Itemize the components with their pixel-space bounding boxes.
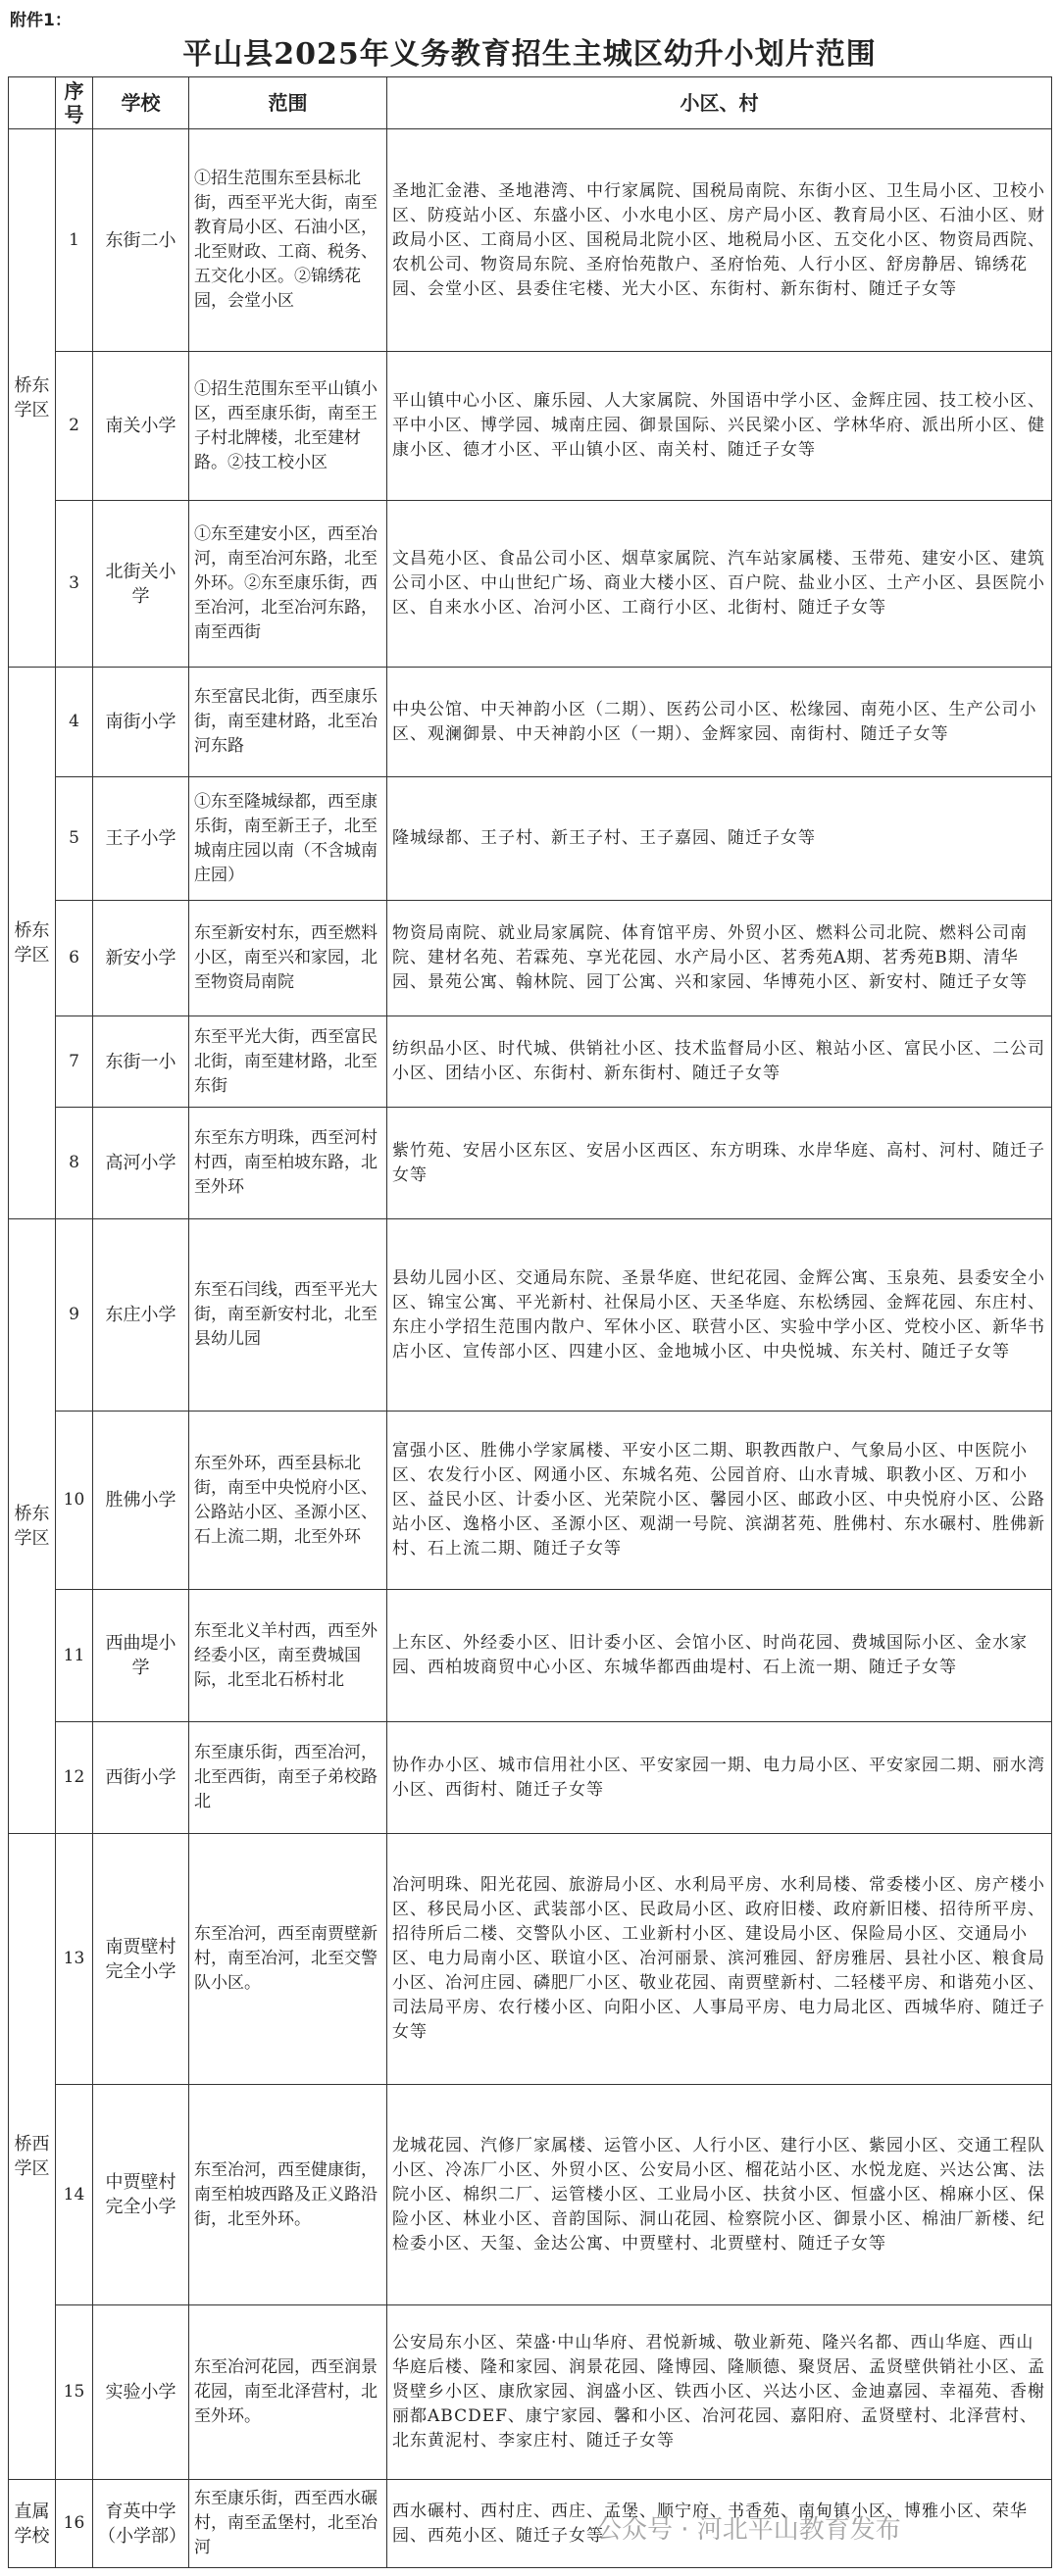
- row-number: 8: [56, 1108, 93, 1219]
- table-row: [9, 1722, 1052, 1834]
- school-name: 西街小学: [93, 1722, 189, 1834]
- school-name: 高河小学: [93, 1108, 189, 1219]
- row-number: 11: [56, 1590, 93, 1722]
- district-cell: 桥西学区: [9, 1834, 56, 2480]
- row-number: 4: [56, 668, 93, 777]
- row-number: 6: [56, 901, 93, 1016]
- area-text: 冶河明珠、阳光花园、旅游局小区、水利局平房、水利局楼、常委楼小区、房产楼小区、移民局小区、武装部小区、民政局小区、政府旧楼、政府新旧楼、招待所平房、招待所后二楼、交警队小区、工业新村小区、建设局小区、保险局小区、交通局小区、电力局南小区、联谊小区、冶河丽景、滨河雅园、舒房雅居、县社小区、粮食局小区、冶河庄园、磷肥厂小区、敬业花园、南贾壁新村、二轻楼平房、和谐苑小区、司法局平房、农行楼小区、向阳小区、人事局平房、电力局北区、西城华府、随迁子女等: [387, 1834, 1052, 2085]
- table-row: [9, 1590, 1052, 1722]
- row-number: 15: [56, 2305, 93, 2480]
- range-text: 东至新安村东，西至燃料小区，南至兴和家园，北至物资局南院: [189, 901, 387, 1016]
- row-number: 1: [56, 129, 93, 352]
- header-district: [9, 77, 56, 129]
- row-number: 12: [56, 1722, 93, 1834]
- row-number: 16: [56, 2480, 93, 2568]
- range-text: ①招生范围东至平山镇小区，西至康乐街，南至王子村北牌楼，北至建材路。②技工校小区: [189, 352, 387, 501]
- document-title: 平山县2025年义务教育招生主城区幼升小划片范围: [182, 37, 877, 72]
- range-text: 东至冶河，西至健康街，南至柏坡西路及正义路沿街，北至外环。: [189, 2085, 387, 2305]
- school-name: 东街二小: [93, 129, 189, 352]
- range-text: 东至富民北街，西至康乐街，南至建材路，北至冶河东路: [189, 668, 387, 777]
- header-area: 小区、村: [387, 77, 1052, 129]
- row-number: 3: [56, 501, 93, 668]
- row-number: 2: [56, 352, 93, 501]
- zoning-table: [8, 76, 1052, 2568]
- watermark: 公众号 · 河北平山教育发布: [596, 2515, 901, 2545]
- area-text: 西水碾村、西村庄、西庄、孟堡、顺宁府、书香苑、南甸镇小区、博雅小区、荣华园、西苑小区、随迁子女等: [387, 2480, 1052, 2568]
- table-row: [9, 1412, 1052, 1590]
- area-text: 中央公馆、中天神韵小区（二期）、医药公司小区、松缘园、南苑小区、生产公司小区、观澜御景、中天神韵小区（一期）、金辉家园、南街村、随迁子女等: [387, 668, 1052, 777]
- range-text: 东至石闫线，西至平光大街，南至新安村北，北至县幼儿园: [189, 1219, 387, 1412]
- school-name: 实验小学: [93, 2305, 189, 2480]
- area-text: 公安局东小区、荣盛·中山华府、君悦新城、敬业新苑、隆兴名都、西山华庭、西山华庭后楼、隆和家园、润景花园、隆博园、隆顺德、聚贤居、孟贤壁供销社小区、孟贤壁乡小区、康欣家园、润盛小区、铁西小区、兴达小区、金迪嘉园、幸福苑、香榭丽都ABCDEF、康宁家园、馨和小区、冶河花园、嘉阳府、孟贤壁村、北泽营村、北东黄泥村、李家庄村、随迁子女等: [387, 2305, 1052, 2480]
- range-text: ①东至隆城绿都，西至康乐街，南至新王子，北至城南庄园以南（不含城南庄园）: [189, 777, 387, 901]
- area-text: 紫竹苑、安居小区东区、安居小区西区、东方明珠、水岸华庭、高村、河村、随迁子女等: [387, 1108, 1052, 1219]
- header-range: 范围: [189, 77, 387, 129]
- school-name: 南街小学: [93, 668, 189, 777]
- row-number: 14: [56, 2085, 93, 2305]
- district-cell: 桥东学区: [9, 1219, 56, 1834]
- area-text: 物资局南院、就业局家属院、体育馆平房、外贸小区、燃料公司北院、燃料公司南院、建材名苑、若霖苑、享光花园、水产局小区、茗秀苑A期、茗秀苑B期、清华园、景苑公寓、翰林院、园丁公寓、兴和家园、华博苑小区、新安村、随迁子女等: [387, 901, 1052, 1016]
- table-row: [9, 901, 1052, 1016]
- table-row: [9, 129, 1052, 352]
- table-row: [9, 1016, 1052, 1108]
- table-header-row: [9, 77, 1052, 129]
- range-text: 东至康乐街，西至西水碾村，南至孟堡村，北至冶河: [189, 2480, 387, 2568]
- table-row: [9, 352, 1052, 501]
- table-row: [9, 2305, 1052, 2480]
- area-text: 协作办小区、城市信用社小区、平安家园一期、电力局小区、平安家园二期、丽水湾小区、西街村、随迁子女等: [387, 1722, 1052, 1834]
- range-text: ①招生范围东至县标北街，西至平光大街，南至教育局小区、石油小区，北至财政、工商、税务、五交化小区。②锦绣花园，会堂小区: [189, 129, 387, 352]
- school-name: 东街一小: [93, 1016, 189, 1108]
- table-row: [9, 668, 1052, 777]
- area-text: 文昌苑小区、食品公司小区、烟草家属院、汽车站家属楼、玉带苑、建安小区、建筑公司小区、中山世纪广场、商业大楼小区、百户院、盐业小区、土产小区、县医院小区、自来水小区、冶河小区、工商行小区、北街村、随迁子女等: [387, 501, 1052, 668]
- range-text: 东至康乐街，西至冶河，北至西街，南至子弟校路北: [189, 1722, 387, 1834]
- school-name: 南关小学: [93, 352, 189, 501]
- area-text: 龙城花园、汽修厂家属楼、运管小区、人行小区、建行小区、紫园小区、交通工程队小区、冷冻厂小区、外贸小区、公安局小区、榴花站小区、水悦龙庭、兴达公寓、法院小区、棉织二厂、运管楼小区、工业局小区、扶贫小区、恒盛小区、棉麻小区、保险小区、林业小区、音韵国际、洞山花园、检察院小区、御景小区、棉油厂新楼、纪检委小区、天玺、金达公寓、中贾壁村、北贾壁村、随迁子女等: [387, 2085, 1052, 2305]
- range-text: 东至外环，西至县标北街，南至中央悦府小区、公路站小区、圣源小区、石上流二期，北至外环: [189, 1412, 387, 1590]
- area-text: 平山镇中心小区、廉乐园、人大家属院、外国语中学小区、金辉庄园、技工校小区、平中小区、博学园、城南庄园、御景国际、兴民梁小区、学林华府、派出所小区、健康小区、德才小区、平山镇小区、南关村、随迁子女等: [387, 352, 1052, 501]
- table-row: [9, 1219, 1052, 1412]
- school-name: 南贾壁村完全小学: [93, 1834, 189, 2085]
- school-name: 西曲堤小学: [93, 1590, 189, 1722]
- school-name: 育英中学（小学部）: [93, 2480, 189, 2568]
- header-school: 学校: [93, 77, 189, 129]
- district-cell: 直属学校: [9, 2480, 56, 2568]
- row-number: 10: [56, 1412, 93, 1590]
- header-seq: 序号: [56, 77, 93, 129]
- school-name: 东庄小学: [93, 1219, 189, 1412]
- table-row: [9, 1108, 1052, 1219]
- range-text: 东至冶河花园，西至润景花园，南至北泽营村，北至外环。: [189, 2305, 387, 2480]
- table-row: [9, 1834, 1052, 2085]
- attachment-label: 附件1：: [10, 11, 72, 30]
- school-name: 北街关小学: [93, 501, 189, 668]
- range-text: 东至东方明珠，西至河村村西，南至柏坡东路，北至外环: [189, 1108, 387, 1219]
- area-text: 纺织品小区、时代城、供销社小区、技术监督局小区、粮站小区、富民小区、二公司小区、团结小区、东街村、新东街村、随迁子女等: [387, 1016, 1052, 1108]
- range-text: 东至平光大街，西至富民北街，南至建材路，北至东街: [189, 1016, 387, 1108]
- district-cell: 桥东学区: [9, 129, 56, 668]
- row-number: 9: [56, 1219, 93, 1412]
- school-name: 王子小学: [93, 777, 189, 901]
- table-row: [9, 501, 1052, 668]
- district-cell: 桥东学区: [9, 668, 56, 1219]
- area-text: 上东区、外经委小区、旧计委小区、会馆小区、时尚花园、费城国际小区、金水家园、西柏坡商贸中心小区、东城华都西曲堤村、石上流一期、随迁子女等: [387, 1590, 1052, 1722]
- range-text: 东至北义羊村西，西至外经委小区，南至费城国际，北至北石桥村北: [189, 1590, 387, 1722]
- school-name: 新安小学: [93, 901, 189, 1016]
- area-text: 隆城绿都、王子村、新王子村、王子嘉园、随迁子女等: [387, 777, 1052, 901]
- row-number: 13: [56, 1834, 93, 2085]
- range-text: ①东至建安小区，西至冶河，南至冶河东路，北至外环。②东至康乐街，西至冶河，北至冶河东路，南至西街: [189, 501, 387, 668]
- area-text: 圣地汇金港、圣地港湾、中行家属院、国税局南院、东街小区、卫生局小区、卫校小区、防疫站小区、东盛小区、小水电小区、房产局小区、教育局小区、石油小区、财政局小区、工商局小区、国税局北院小区、地税局小区、五交化小区、物资局西院、农机公司、物资局东院、圣府怡苑散户、圣府怡苑、人行小区、舒房静居、锦绣花园、会堂小区、县委住宅楼、光大小区、东街村、新东街村、随迁子女等: [387, 129, 1052, 352]
- row-number: 5: [56, 777, 93, 901]
- table-row: [9, 2085, 1052, 2305]
- school-name: 胜佛小学: [93, 1412, 189, 1590]
- table-row: [9, 777, 1052, 901]
- range-text: 东至冶河，西至南贾壁新村，南至冶河，北至交警队小区。: [189, 1834, 387, 2085]
- area-text: 富强小区、胜佛小学家属楼、平安小区二期、职教西散户、气象局小区、中医院小区、农发行小区、网通小区、东城名苑、公园首府、山水青城、职教小区、万和小区、益民小区、计委小区、光荣院小区、馨园小区、邮政小区、中央悦府小区、公路站小区、逸格小区、圣源小区、观湖一号院、滨湖茗苑、胜佛村、东水碾村、胜佛新村、石上流二期、随迁子女等: [387, 1412, 1052, 1590]
- row-number: 7: [56, 1016, 93, 1108]
- school-name: 中贾壁村完全小学: [93, 2085, 189, 2305]
- area-text: 县幼儿园小区、交通局东院、圣景华庭、世纪花园、金辉公寓、玉泉苑、县委安全小区、锦宝公寓、平光新村、社保局小区、天圣华庭、东松绣园、金辉花园、东庄村、东庄小学招生范围内散户、军休小区、联营小区、实验中学小区、党校小区、新华书店小区、宣传部小区、四建小区、金地城小区、中央悦城、东关村、随迁子女等: [387, 1219, 1052, 1412]
